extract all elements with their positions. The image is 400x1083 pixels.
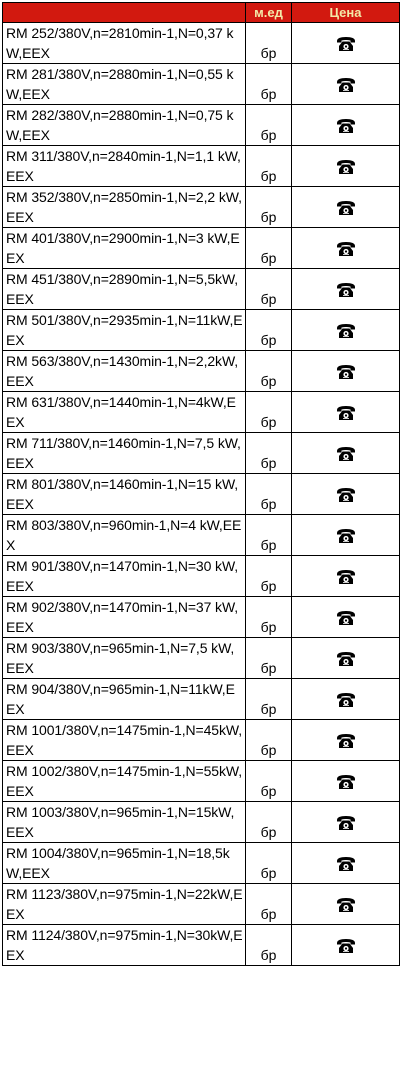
phone-icon[interactable] bbox=[336, 938, 356, 954]
price-cell[interactable] bbox=[292, 474, 400, 515]
price-cell[interactable] bbox=[292, 351, 400, 392]
price-cell[interactable] bbox=[292, 105, 400, 146]
price-cell[interactable] bbox=[292, 761, 400, 802]
table-row bbox=[3, 392, 400, 433]
phone-icon[interactable] bbox=[336, 733, 356, 749]
product-name-cell: RM 451/380V,n=2890min-1,N=5,5kW,EEX bbox=[3, 269, 246, 310]
unit-cell: бр bbox=[246, 351, 292, 392]
phone-icon-graphic bbox=[336, 405, 356, 421]
table-row bbox=[3, 884, 400, 925]
phone-icon-graphic bbox=[336, 651, 356, 667]
product-name-cell: RM 311/380V,n=2840min-1,N=1,1 kW,EEX bbox=[3, 146, 246, 187]
unit-cell: бр bbox=[246, 228, 292, 269]
unit-cell: бр bbox=[246, 392, 292, 433]
table-row bbox=[3, 802, 400, 843]
product-name-cell: RM 902/380V,n=1470min-1,N=37 kW,EEX bbox=[3, 597, 246, 638]
phone-icon-graphic bbox=[336, 241, 356, 257]
product-name-cell: RM 401/380V,n=2900min-1,N=3 kW,EEX bbox=[3, 228, 246, 269]
phone-icon[interactable] bbox=[336, 487, 356, 503]
product-name-cell: RM 1001/380V,n=1475min-1,N=45kW,EEX bbox=[3, 720, 246, 761]
phone-icon-graphic bbox=[336, 282, 356, 298]
table-body bbox=[3, 23, 400, 966]
product-name-cell: RM 801/380V,n=1460min-1,N=15 kW,EEX bbox=[3, 474, 246, 515]
unit-cell: бр bbox=[246, 474, 292, 515]
unit-cell: бр bbox=[246, 720, 292, 761]
product-name-cell: RM 282/380V,n=2880min-1,N=0,75 kW,EEX bbox=[3, 105, 246, 146]
phone-icon[interactable] bbox=[336, 323, 356, 339]
phone-icon-graphic bbox=[336, 856, 356, 872]
phone-icon[interactable] bbox=[336, 651, 356, 667]
product-name-cell: RM 711/380V,n=1460min-1,N=7,5 kW,EEX bbox=[3, 433, 246, 474]
phone-icon-graphic bbox=[336, 815, 356, 831]
phone-icon[interactable] bbox=[336, 36, 356, 52]
product-name-cell: RM 563/380V,n=1430min-1,N=2,2kW,EEX bbox=[3, 351, 246, 392]
unit-cell: бр bbox=[246, 843, 292, 884]
phone-icon-graphic bbox=[336, 200, 356, 216]
unit-cell: бр bbox=[246, 597, 292, 638]
price-cell[interactable] bbox=[292, 638, 400, 679]
table-row bbox=[3, 597, 400, 638]
table-row bbox=[3, 638, 400, 679]
unit-cell: бр bbox=[246, 884, 292, 925]
table-row bbox=[3, 269, 400, 310]
unit-cell: бр bbox=[246, 23, 292, 64]
table-row bbox=[3, 679, 400, 720]
phone-icon-graphic bbox=[336, 774, 356, 790]
price-cell[interactable] bbox=[292, 64, 400, 105]
unit-cell: бр bbox=[246, 433, 292, 474]
table-row bbox=[3, 23, 400, 64]
price-cell[interactable] bbox=[292, 187, 400, 228]
phone-icon[interactable] bbox=[336, 692, 356, 708]
phone-icon[interactable] bbox=[336, 405, 356, 421]
unit-cell: бр bbox=[246, 105, 292, 146]
product-name-cell: RM 803/380V,n=960min-1,N=4 kW,EEX bbox=[3, 515, 246, 556]
phone-icon-graphic bbox=[336, 938, 356, 954]
phone-icon[interactable] bbox=[336, 528, 356, 544]
phone-icon-graphic bbox=[336, 610, 356, 626]
unit-cell: бр bbox=[246, 802, 292, 843]
price-cell[interactable] bbox=[292, 515, 400, 556]
price-cell[interactable] bbox=[292, 556, 400, 597]
phone-icon[interactable] bbox=[336, 856, 356, 872]
price-cell[interactable] bbox=[292, 392, 400, 433]
table-row bbox=[3, 351, 400, 392]
price-cell[interactable] bbox=[292, 843, 400, 884]
phone-icon-graphic bbox=[336, 364, 356, 380]
phone-icon-graphic bbox=[336, 569, 356, 585]
price-cell[interactable] bbox=[292, 146, 400, 187]
price-table bbox=[2, 2, 400, 966]
table-row bbox=[3, 761, 400, 802]
phone-icon-graphic bbox=[336, 897, 356, 913]
product-name-cell: RM 1123/380V,n=975min-1,N=22kW,EEX bbox=[3, 884, 246, 925]
product-name-cell: RM 904/380V,n=965min-1,N=11kW,EEX bbox=[3, 679, 246, 720]
phone-icon-graphic bbox=[336, 487, 356, 503]
phone-icon[interactable] bbox=[336, 569, 356, 585]
product-name-cell: RM 252/380V,n=2810min-1,N=0,37 kW,EEX bbox=[3, 23, 246, 64]
unit-cell: бр bbox=[246, 64, 292, 105]
product-name-cell: RM 901/380V,n=1470min-1,N=30 kW,EEX bbox=[3, 556, 246, 597]
product-name-cell: RM 1124/380V,n=975min-1,N=30kW,EEX bbox=[3, 925, 246, 966]
table-row bbox=[3, 433, 400, 474]
phone-icon-graphic bbox=[336, 118, 356, 134]
unit-cell: бр bbox=[246, 310, 292, 351]
phone-icon[interactable] bbox=[336, 446, 356, 462]
table-row bbox=[3, 105, 400, 146]
product-name-cell: RM 281/380V,n=2880min-1,N=0,55 kW,EEX bbox=[3, 64, 246, 105]
phone-icon[interactable] bbox=[336, 118, 356, 134]
price-cell[interactable] bbox=[292, 269, 400, 310]
price-cell[interactable] bbox=[292, 679, 400, 720]
table-row bbox=[3, 720, 400, 761]
table-header-row bbox=[3, 3, 400, 23]
phone-icon[interactable] bbox=[336, 282, 356, 298]
table-row bbox=[3, 474, 400, 515]
product-name-cell: RM 1004/380V,n=965min-1,N=18,5kW,EEX bbox=[3, 843, 246, 884]
column-header-unit: м.ед bbox=[246, 3, 292, 23]
phone-icon-graphic bbox=[336, 159, 356, 175]
product-name-cell: RM 1002/380V,n=1475min-1,N=55kW,EEX bbox=[3, 761, 246, 802]
phone-icon[interactable] bbox=[336, 77, 356, 93]
phone-icon[interactable] bbox=[336, 774, 356, 790]
unit-cell: бр bbox=[246, 187, 292, 228]
product-name-cell: RM 501/380V,n=2935min-1,N=11kW,EEX bbox=[3, 310, 246, 351]
price-cell[interactable] bbox=[292, 884, 400, 925]
phone-icon-graphic bbox=[336, 77, 356, 93]
phone-icon[interactable] bbox=[336, 897, 356, 913]
price-cell[interactable] bbox=[292, 720, 400, 761]
unit-cell: бр bbox=[246, 679, 292, 720]
unit-cell: бр bbox=[246, 556, 292, 597]
price-cell[interactable] bbox=[292, 23, 400, 64]
table-row bbox=[3, 843, 400, 884]
phone-icon[interactable] bbox=[336, 610, 356, 626]
product-name-cell: RM 352/380V,n=2850min-1,N=2,2 kW,EEX bbox=[3, 187, 246, 228]
table-row bbox=[3, 556, 400, 597]
product-name-cell: RM 903/380V,n=965min-1,N=7,5 kW,EEX bbox=[3, 638, 246, 679]
price-cell[interactable] bbox=[292, 597, 400, 638]
price-cell[interactable] bbox=[292, 433, 400, 474]
price-cell[interactable] bbox=[292, 228, 400, 269]
product-name-cell: RM 1003/380V,n=965min-1,N=15kW,EEX bbox=[3, 802, 246, 843]
unit-cell: бр bbox=[246, 638, 292, 679]
price-cell[interactable] bbox=[292, 802, 400, 843]
unit-cell: бр bbox=[246, 269, 292, 310]
table-row bbox=[3, 925, 400, 966]
table-row bbox=[3, 187, 400, 228]
table-row bbox=[3, 228, 400, 269]
price-cell[interactable] bbox=[292, 925, 400, 966]
phone-icon[interactable] bbox=[336, 159, 356, 175]
phone-icon-graphic bbox=[336, 692, 356, 708]
price-cell[interactable] bbox=[292, 310, 400, 351]
phone-icon[interactable] bbox=[336, 364, 356, 380]
unit-cell: бр bbox=[246, 515, 292, 556]
phone-icon-graphic bbox=[336, 733, 356, 749]
unit-cell: бр bbox=[246, 761, 292, 802]
unit-cell: бр bbox=[246, 146, 292, 187]
phone-icon-graphic bbox=[336, 528, 356, 544]
table-row bbox=[3, 515, 400, 556]
product-name-cell: RM 631/380V,n=1440min-1,N=4kW,EEX bbox=[3, 392, 246, 433]
table-row bbox=[3, 310, 400, 351]
phone-icon-graphic bbox=[336, 36, 356, 52]
phone-icon[interactable] bbox=[336, 241, 356, 257]
column-header-price: Цена bbox=[292, 3, 400, 23]
phone-icon-graphic bbox=[336, 323, 356, 339]
table-row bbox=[3, 64, 400, 105]
phone-icon[interactable] bbox=[336, 815, 356, 831]
column-header-name bbox=[3, 3, 246, 23]
unit-cell: бр bbox=[246, 925, 292, 966]
phone-icon-graphic bbox=[336, 446, 356, 462]
table-row bbox=[3, 146, 400, 187]
phone-icon[interactable] bbox=[336, 200, 356, 216]
